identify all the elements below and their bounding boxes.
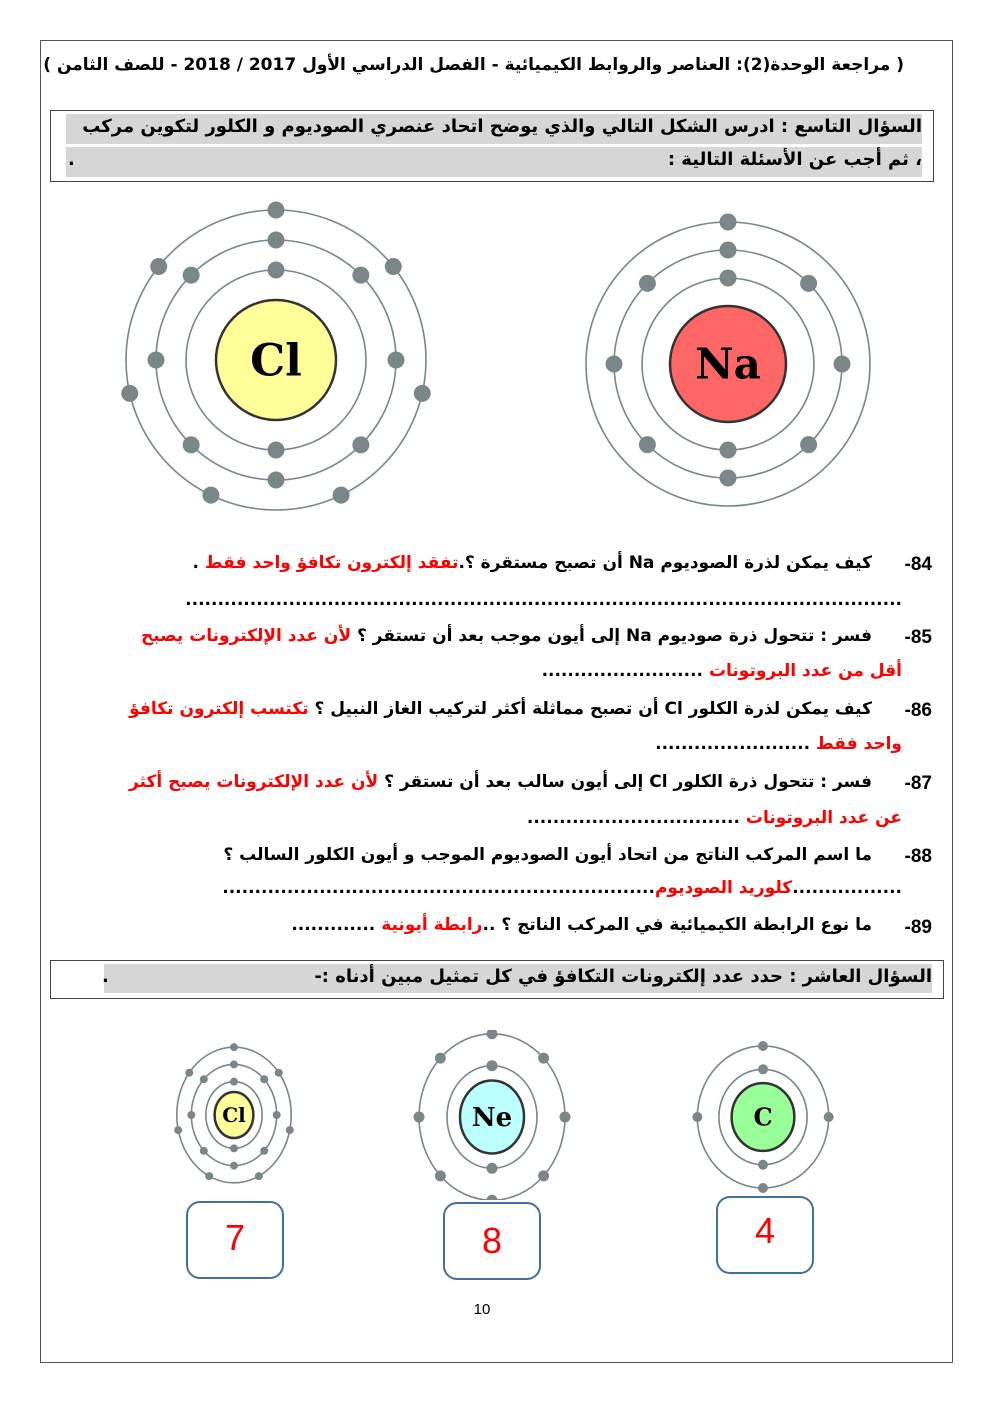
question-text: فسر : تتحول ذرة الكلور Cl إلى أيون سالب بعد أن تستقر ؟	[378, 772, 872, 792]
electron	[202, 487, 219, 504]
question-text: فسر : تتحول ذرة صوديوم Na إلى أيون موجب بعد أن تستقر ؟	[351, 626, 872, 646]
answer-value: 8	[481, 1220, 503, 1261]
answer-dots-before: .................	[792, 878, 902, 898]
electron	[230, 1060, 238, 1068]
electron	[720, 270, 737, 287]
element-symbol: Cl	[222, 1103, 246, 1127]
question-87-cont	[527, 808, 902, 828]
atom-cl	[121, 202, 430, 511]
answer-text: رابطة أيونية	[381, 915, 483, 935]
electron	[268, 262, 285, 279]
answer-dots: ........................	[655, 734, 817, 754]
atom-diagrams	[0, 190, 992, 530]
electron	[758, 1064, 768, 1074]
answer-text: تكتسب إلكترون تكافؤ	[129, 699, 309, 719]
question-10-dot: .	[102, 966, 109, 987]
electron	[273, 1111, 281, 1119]
electron	[286, 1126, 294, 1134]
header-title: ( مراجعة الوحدة(2): العناصر والروابط الكيميائية - الفصل الدراسي الأول 2017 / 2018 - للصف الثامن )	[43, 55, 904, 75]
answer-dots: ...................................................................	[222, 878, 655, 898]
electron	[121, 385, 138, 402]
question-85	[141, 626, 872, 646]
electron	[560, 1112, 571, 1123]
electron	[435, 1053, 446, 1064]
question-88-cont	[222, 878, 902, 898]
question-number: -85	[904, 627, 932, 648]
electron	[720, 214, 737, 231]
electron	[275, 1069, 283, 1077]
electron	[150, 258, 167, 275]
electron	[487, 1060, 498, 1071]
question-text: كيف يمكن لذرة الكلور Cl أن تصبح مماثلة أكثر لتركيب الغاز النبيل ؟	[308, 699, 872, 719]
question-9-line2: ، ثم أجب عن الأسئلة التالية :	[667, 149, 922, 170]
question-number: -84	[904, 554, 932, 575]
electron	[268, 202, 285, 219]
question-10-text: السؤال العاشر : حدد عدد إلكترونات التكافؤ في كل تمثيل مبين أدناه :-	[314, 966, 932, 987]
electron	[414, 1112, 425, 1123]
answer-text: لأن عدد الإلكترونات يصبح أكثر	[128, 772, 379, 792]
answer-text: كلوريد الصوديوم	[654, 878, 793, 898]
element-symbol: C	[753, 1102, 773, 1132]
electron	[230, 1043, 238, 1051]
electron	[824, 1112, 834, 1122]
answer-dots: .........................	[541, 661, 709, 681]
electron	[758, 1183, 768, 1193]
electron	[230, 1144, 238, 1152]
answer-text: لأن عدد الإلكترونات يصبح	[140, 626, 352, 646]
element-symbol: Cl	[250, 335, 302, 387]
electron	[538, 1053, 549, 1064]
electron	[758, 1041, 768, 1051]
electron	[333, 487, 350, 504]
electron	[487, 1163, 498, 1174]
question-84	[193, 553, 872, 573]
electron	[639, 275, 656, 292]
answer-box-c[interactable]	[716, 1196, 814, 1274]
electron	[414, 385, 431, 402]
electron	[230, 1078, 238, 1086]
electron	[352, 436, 369, 453]
electron	[834, 356, 851, 373]
question-9-dot: .	[68, 149, 75, 170]
question-number: -86	[904, 700, 932, 721]
electron	[260, 1075, 268, 1083]
electron	[606, 356, 623, 373]
question-text: ما اسم المركب الناتج من اتحاد أيون الصوديوم الموجب و أيون الكلور السالب ؟	[223, 845, 872, 865]
question-89	[291, 915, 872, 935]
answer-text-cont: واحد فقط	[816, 734, 902, 754]
electron	[268, 442, 285, 459]
small-atom-diagrams	[0, 1030, 992, 1200]
electron	[487, 1195, 498, 1200]
electron	[720, 242, 737, 259]
electron	[385, 258, 402, 275]
electron	[255, 1172, 263, 1180]
question-text: ما نوع الرابطة الكيميائية في المركب الناتج ؟ ..	[482, 915, 872, 935]
answer-value: 7	[224, 1217, 246, 1258]
atom-cl	[174, 1043, 294, 1183]
atom-c	[692, 1041, 833, 1193]
element-symbol: Ne	[471, 1103, 513, 1134]
question-85-cont	[542, 661, 902, 681]
answer-dots-line: ...............................................................................................................	[185, 590, 902, 610]
electron	[200, 1147, 208, 1155]
electron	[758, 1160, 768, 1170]
electron	[388, 352, 405, 369]
question-87	[129, 772, 872, 792]
electron	[435, 1170, 446, 1181]
electron	[487, 1030, 498, 1039]
electron	[260, 1147, 268, 1155]
electron	[692, 1112, 702, 1122]
element-symbol: Na	[695, 339, 761, 389]
answer-text-cont: عن عدد البروتونات	[745, 808, 902, 828]
answer-dots: .................................	[526, 808, 746, 828]
electron	[639, 436, 656, 453]
electron	[230, 1162, 238, 1170]
question-9-line1: السؤال التاسع : ادرس الشكل التالي والذي يوضح اتحاد عنصري الصوديوم و الكلور لتكوين مركب	[82, 116, 922, 137]
question-number: -88	[904, 846, 932, 867]
question-text: كيف يمكن لذرة الصوديوم Na أن تصبح مستقرة ؟.	[458, 553, 872, 573]
answer-dots: .............	[291, 915, 382, 935]
electron	[800, 436, 817, 453]
electron	[800, 275, 817, 292]
answer-tail: .	[192, 553, 205, 573]
atom-na	[586, 214, 870, 507]
page-number: 10	[473, 1301, 491, 1318]
answer-value: 4	[754, 1210, 776, 1251]
atom-ne	[414, 1030, 571, 1200]
answer-text-cont: أقل من عدد البروتونات	[708, 661, 902, 681]
answer-box-cl[interactable]	[186, 1201, 284, 1279]
question-86	[129, 699, 872, 719]
electron	[720, 442, 737, 459]
electron	[538, 1170, 549, 1181]
electron	[187, 1111, 195, 1119]
question-number: -87	[904, 773, 932, 794]
question-88	[223, 845, 872, 865]
question-86-cont	[655, 734, 902, 754]
electron	[352, 267, 369, 284]
electron	[200, 1075, 208, 1083]
answer-text: تفقد إلكترون تكافؤ واحد فقط	[204, 553, 459, 573]
electron	[268, 232, 285, 249]
electron	[148, 352, 165, 369]
question-number: -89	[904, 917, 932, 938]
answer-box-ne[interactable]	[443, 1202, 541, 1280]
electron	[205, 1172, 213, 1180]
electron	[185, 1069, 193, 1077]
electron	[183, 436, 200, 453]
electron	[174, 1126, 182, 1134]
electron	[268, 472, 285, 489]
electron	[183, 267, 200, 284]
electron	[720, 470, 737, 487]
